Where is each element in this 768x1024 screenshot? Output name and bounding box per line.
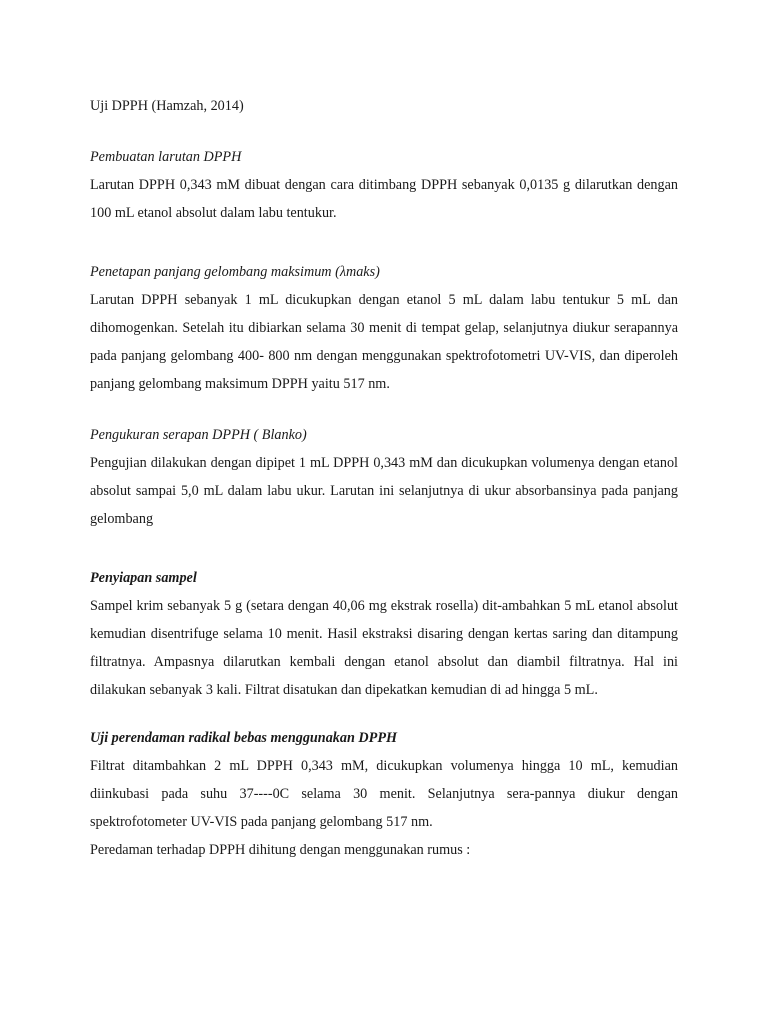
section-heading: Uji perendaman radikal bebas menggunakan DPPH — [90, 730, 398, 746]
section-penyiapan-sampel — [90, 564, 678, 704]
section-heading: Pengukuran serapan DPPH ( Blanko) — [90, 427, 307, 443]
section-paragraph: Filtrat ditambahkan 2 mL DPPH 0,343 mM, dicukupkan volumenya hingga 10 mL, kemudian diinkubasi pada suhu 37----0C selama 30 menit. Selanjutnya sera-pannya diukur dengan spektrofotometer UV-VIS pada panjang gelombang 517 nm. — [90, 758, 678, 830]
section-pengukuran-serapan — [90, 421, 678, 533]
section-pembuatan-larutan — [90, 143, 678, 227]
document-page — [90, 92, 678, 864]
section-heading: Penyiapan sampel — [90, 570, 197, 586]
document-title: Uji DPPH (Hamzah, 2014) — [90, 98, 244, 114]
section-paragraph: Pengujian dilakukan dengan dipipet 1 mL DPPH 0,343 mM dan dicukupkan volumenya dengan etanol absolut sampai 5,0 mL dalam labu ukur. Larutan ini selanjutnya di ukur absorbansinya pada panjang gelombang — [90, 455, 678, 527]
section-paragraph: Peredaman terhadap DPPH dihitung dengan menggunakan rumus : — [90, 842, 471, 858]
section-paragraph: Larutan DPPH sebanyak 1 mL dicukupkan dengan etanol 5 mL dalam labu tentukur 5 mL dan dihomogenkan. Setelah itu dibiarkan selama 30 menit di tempat gelap, selanjutnya diukur serapannya pada panjang gelombang 400- 800 nm dengan menggunakan spektrofotometri UV-VIS, dan diperoleh panjang gelombang maksimum DPPH yaitu 517 nm. — [90, 292, 678, 392]
section-heading: Penetapan panjang gelombang maksimum (λmaks) — [90, 264, 380, 280]
section-paragraph: Sampel krim sebanyak 5 g (setara dengan 40,06 mg ekstrak rosella) dit-ambahkan 5 mL etanol absolut kemudian disentrifuge selama 10 menit. Hasil ekstraksi disaring dengan kertas saring dan ditampung filtratnya. Ampasnya dilarutkan kembali dengan etanol absolut dan diambil filtratnya. Hal ini dilakukan sebanyak 3 kali. Filtrat disatukan dan dipekatkan kemudian di ad hingga 5 mL. — [90, 598, 678, 698]
section-uji-perendaman — [90, 724, 678, 864]
section-heading: Pembuatan larutan DPPH — [90, 149, 242, 165]
section-paragraph: Larutan DPPH 0,343 mM dibuat dengan cara ditimbang DPPH sebanyak 0,0135 g dilarutkan dengan 100 mL etanol absolut dalam labu tentukur. — [90, 177, 678, 221]
section-penetapan-panjang-gelombang — [90, 258, 678, 398]
